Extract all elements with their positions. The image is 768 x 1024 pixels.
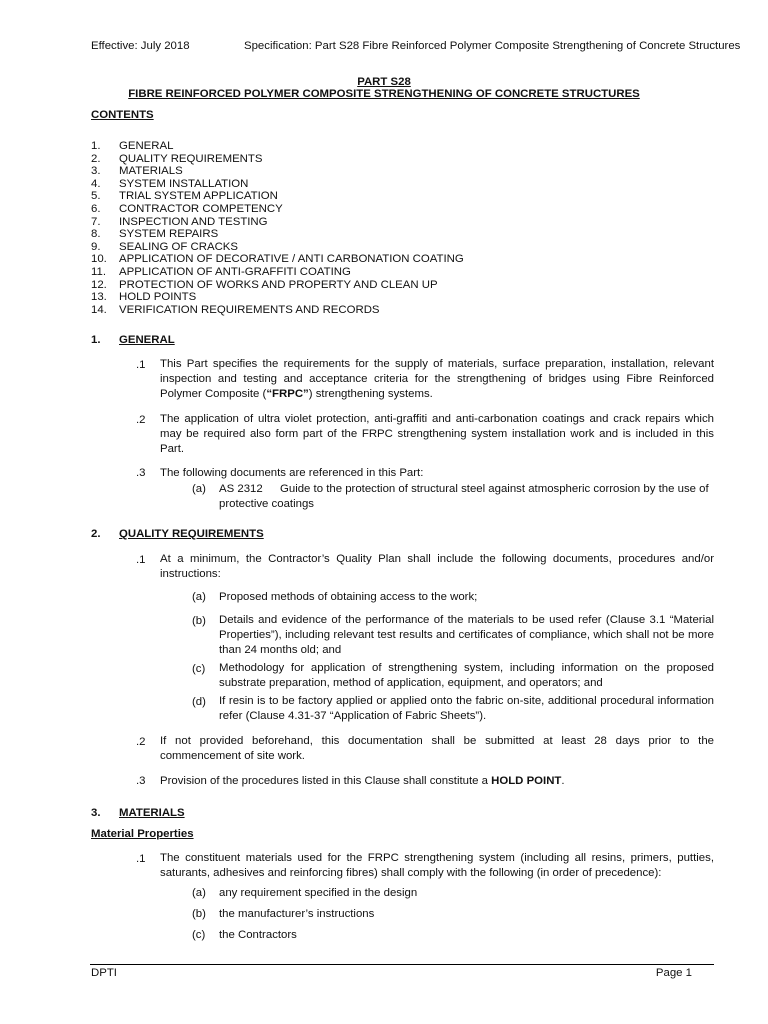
- clause-text: If not provided beforehand, this documentation shall be submitted at least 28 days prior to the commencement of site work.: [160, 735, 714, 762]
- item-letter: (a): [192, 887, 206, 899]
- item-letter: (b): [192, 908, 206, 920]
- contents-item-label: QUALITY REQUIREMENTS: [119, 152, 263, 165]
- clause-text-part: This Part specifies the requirements for the supply of materials, surface preparation, installation, relevant inspection and testing and acceptance criteria for the strengthening of bridges using Fibre Reinforced Polymer Composite (: [160, 358, 714, 400]
- part-number: PART S28: [357, 76, 411, 88]
- contents-item-label: SYSTEM REPAIRS: [119, 228, 219, 241]
- contents-item-label: MATERIALS: [119, 165, 183, 178]
- contents-item-number: 2.: [91, 152, 101, 165]
- document-title: FIBRE REINFORCED POLYMER COMPOSITE STRENGTHENING OF CONCRETE STRUCTURES: [128, 88, 640, 100]
- contents-item-number: 14.: [91, 303, 107, 316]
- contents-item-label: INSPECTION AND TESTING: [119, 215, 268, 228]
- clause-text-part: Provision of the procedures listed in this Clause shall constitute a: [160, 775, 492, 787]
- clause-text: [160, 775, 565, 788]
- contents-item-number: 13.: [91, 291, 107, 304]
- contents-item-label: APPLICATION OF ANTI-GRAFFITI COATING: [119, 266, 351, 278]
- contents-item-label: TRIAL SYSTEM APPLICATION: [119, 190, 278, 203]
- contents-item-label: GENERAL: [119, 140, 174, 152]
- header-specification: Specification: Part S28 Fibre Reinforced Polymer Composite Strengthening of Concrete Structures: [244, 40, 741, 52]
- contents-item-label: APPLICATION OF DECORATIVE / ANTI CARBONATION COATING: [119, 253, 464, 266]
- item-letter: (c): [192, 929, 206, 941]
- section-1-number: 1.: [91, 334, 101, 346]
- header-effective-date: Effective: July 2018: [91, 40, 190, 52]
- section-1-heading: GENERAL: [119, 334, 175, 346]
- contents-item-label: PROTECTION OF WORKS AND PROPERTY AND CLEAN UP: [119, 278, 438, 291]
- contents-item-number: 10.: [91, 253, 107, 266]
- item-text: Methodology for application of strengthening system, including information on the proposed substrate preparation, method of application, equipment, and operators; and: [219, 662, 714, 689]
- contents-item-label: SYSTEM INSTALLATION: [119, 177, 249, 190]
- clause-text: At a minimum, the Contractor’s Quality Plan shall include the following documents, procedures and/or instructions:: [160, 553, 714, 580]
- reference-code: AS 2312: [219, 483, 263, 495]
- item-text: If resin is to be factory applied or applied onto the fabric on-site, additional procedural information refer (Clause 4.31-37 “Application of Fabric Sheets”).: [219, 695, 714, 722]
- section-2-number: 2.: [91, 528, 101, 540]
- contents-heading: CONTENTS: [91, 109, 154, 121]
- section-3-heading: MATERIALS: [119, 807, 185, 819]
- contents-item-label: CONTRACTOR COMPETENCY: [119, 203, 283, 215]
- clause-text: The following documents are referenced in this Part:: [160, 467, 424, 479]
- contents-item-number: 1.: [91, 140, 101, 152]
- item-text: the manufacturer’s instructions: [219, 908, 375, 920]
- contents-item-number: 3.: [91, 165, 101, 178]
- contents-item-label: SEALING OF CRACKS: [119, 240, 238, 253]
- contents-item-number: 12.: [91, 278, 107, 291]
- footer-organisation: DPTI: [91, 967, 117, 979]
- item-text: Proposed methods of obtaining access to the work;: [219, 591, 478, 603]
- contents-item-number: 4.: [91, 177, 101, 190]
- hold-point-label: HOLD POINT: [491, 775, 562, 787]
- item-text: Details and evidence of the performance of the materials to be used refer (Clause 3.1 “Material Properties”), including relevant test results and certificates of compliance, which shall not be more than 24 months old; and: [219, 614, 714, 656]
- contents-item-number: 6.: [91, 203, 101, 215]
- item-letter: (c): [192, 663, 206, 675]
- contents-item-label: HOLD POINTS: [119, 291, 197, 304]
- footer-divider: [90, 964, 714, 965]
- clause-number: .1: [136, 853, 146, 865]
- clause-text: The constituent materials used for the FRPC strengthening system (including all resins, primers, putties, saturants, adhesives and reinforcing fibres) shall comply with the following (in order of precedence):: [160, 852, 714, 879]
- item-letter: (b): [192, 615, 206, 627]
- clause-number: .2: [136, 736, 146, 748]
- item-letter: (d): [192, 696, 206, 708]
- item-text: any requirement specified in the design: [219, 887, 418, 899]
- defined-term: “FRPC”: [266, 388, 309, 400]
- clause-text: The application of ultra violet protection, anti-graffiti and anti-carbonation coatings and crack repairs which may be required also form part of the FRPC strengthening system installation work and is included in this Part.: [160, 413, 714, 455]
- reference-title-continued: protective coatings: [219, 498, 314, 510]
- section-3-number: 3.: [91, 807, 101, 819]
- clause-number: .3: [136, 775, 146, 787]
- item-letter: (a): [192, 591, 206, 603]
- clause-text: [160, 357, 714, 402]
- section-2-heading: QUALITY REQUIREMENTS: [119, 528, 264, 540]
- clause-number: .1: [136, 554, 146, 566]
- reference-title: Guide to the protection of structural steel against atmospheric corrosion by the use of: [280, 483, 709, 495]
- contents-item-label: VERIFICATION REQUIREMENTS AND RECORDS: [119, 303, 380, 316]
- page-number: Page 1: [655, 967, 692, 979]
- clause-number: .3: [136, 467, 146, 479]
- contents-item-number: 8.: [91, 228, 101, 241]
- contents-item-number: 9.: [91, 240, 101, 253]
- contents-item-number: 7.: [91, 215, 101, 228]
- clause-text-part: .: [561, 775, 565, 787]
- clause-number: .1: [136, 359, 146, 371]
- subheading-material-properties: Material Properties: [91, 828, 194, 840]
- contents-item-number: 5.: [91, 190, 101, 203]
- clause-number: .2: [136, 414, 146, 426]
- contents-item-number: 11.: [91, 266, 106, 278]
- item-text: the Contractors: [219, 929, 297, 941]
- clause-text-part: ) strengthening systems.: [308, 388, 433, 400]
- item-letter: (a): [192, 483, 206, 495]
